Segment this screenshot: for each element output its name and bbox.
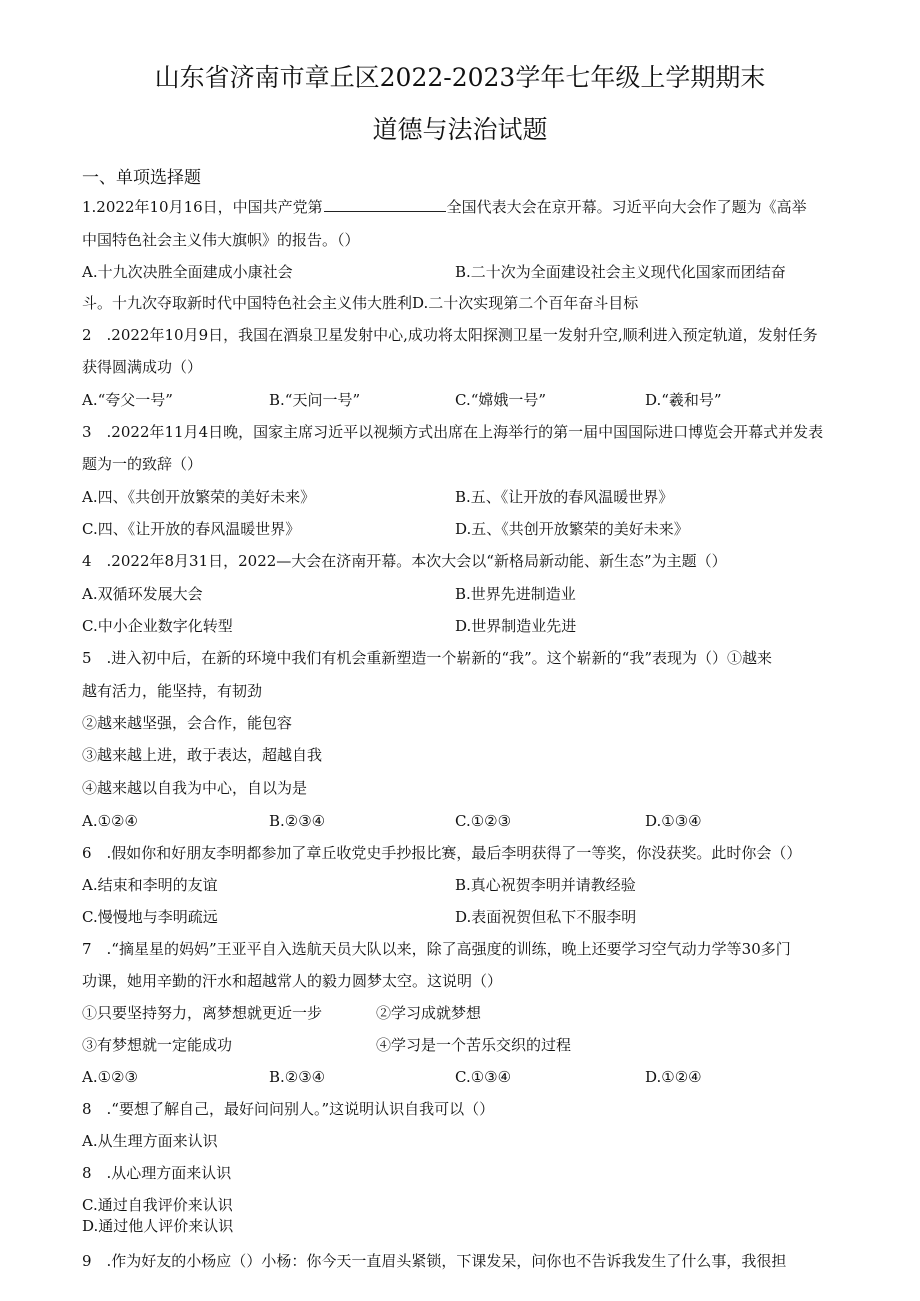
- question-4-option-c: C.中小企业数字化转型: [82, 617, 233, 635]
- section-title: 一、单项选择题: [82, 168, 201, 188]
- question-7-option-b: B.②③④: [269, 1068, 326, 1086]
- question-5-option-d: D.①③④: [645, 812, 702, 830]
- question-5-statement-2: ②越来越坚强，会合作，能包容: [82, 714, 293, 732]
- question-4-option-d: D.世界制造业先进: [455, 617, 577, 635]
- question-5-option-a: A.①②④: [82, 812, 138, 830]
- page-title-line2: 道德与法治试题: [372, 115, 548, 144]
- question-5-statement-4: ④越来越以自我为中心，自以为是: [82, 779, 308, 797]
- question-7-statement-1: ①只要坚持努力，离梦想就更近一步: [82, 1004, 323, 1022]
- question-2-line2: 获得圆满成功（）: [82, 358, 203, 376]
- question-8-line1: 8 .“要想了解自己，最好问问别人。”这说明认识自我可以（）: [82, 1100, 495, 1118]
- question-6-option-d: D.表面祝贺但私下不服李明: [455, 908, 637, 926]
- question-1-line4: 斗。十九次夺取新时代中国特色社会主义伟大胜利D.二十次实现第二个百年奋斗目标: [82, 294, 639, 312]
- question-1-option-b: B.二十次为全面建设社会主义现代化国家而团结奋: [455, 263, 786, 281]
- question-2-option-a: A.“夸父一号”: [82, 391, 173, 409]
- question-2-option-b: B.“天问一号”: [269, 391, 361, 409]
- question-8-option-d: D.通过他人评价来认识: [82, 1217, 234, 1235]
- question-8-option-b: 8 .从心理方面来认识: [82, 1164, 232, 1182]
- question-8-option-a: A.从生理方面来认识: [82, 1132, 218, 1150]
- question-2-option-d: D.“羲和号”: [645, 391, 722, 409]
- question-2-option-c: C.“嫦娥一号”: [455, 391, 547, 409]
- question-4-line1: 4 .2022年8月31日，2022—大会在济南开幕。本次大会以“新格局新动能、新生态”为主题（）: [82, 552, 727, 570]
- question-7-statement-3: ③有梦想就一定能成功: [82, 1036, 233, 1054]
- question-7-option-a: A.①②③: [82, 1068, 138, 1086]
- question-3-line2: 题为一的致辞（）: [82, 455, 203, 473]
- question-7-option-c: C.①③④: [455, 1068, 512, 1086]
- question-8-option-c: C.通过自我评价来认识: [82, 1196, 233, 1214]
- question-1-option-a: A.十九次决胜全面建成小康社会: [82, 263, 293, 281]
- question-3-line1: 3 .2022年11月4日晚，国家主席习近平以视频方式出席在上海举行的第一届中国国际进口博览会开幕式并发表: [82, 423, 824, 441]
- question-6-option-a: A.结束和李明的友谊: [82, 876, 218, 894]
- question-5-option-b: B.②③④: [269, 812, 326, 830]
- question-7-line1: 7 .“摘星星的妈妈”王亚平自入选航天员大队以来，除了高强度的训练，晚上还要学习空气动力学等30多门: [82, 940, 791, 958]
- answer-blank: [324, 197, 446, 212]
- question-3-option-c: C.四、《让开放的春风温暖世界》: [82, 520, 301, 538]
- question-9-line1: 9 .作为好友的小杨应（）小杨：你今天一直眉头紧锁，下课发呆，问你也不告诉我发生了什么事，我很担: [82, 1252, 787, 1270]
- question-1-line1: 1.2022年10月16日，中国共产党第 全国代表大会在京开幕。习近平向大会作了题为《高举: [82, 198, 807, 216]
- question-6-option-c: C.慢慢地与李明疏远: [82, 908, 218, 926]
- question-5-line1: 5 .进入初中后，在新的环境中我们有机会重新塑造一个崭新的“我”。这个崭新的“我”表现为（）①越来: [82, 649, 772, 667]
- question-7-line2: 功课，她用辛勤的汗水和超越常人的毅力圆梦太空。这说明（）: [82, 972, 503, 990]
- question-7-option-d: D.①②④: [645, 1068, 702, 1086]
- question-7-statement-2: ②学习成就梦想: [376, 1004, 482, 1022]
- question-4-option-b: B.世界先进制造业: [455, 585, 576, 603]
- question-2-line1: 2 .2022年10月9日，我国在酒泉卫星发射中心,成功将太阳探测卫星一发射升空,顺利进入预定轨道，发射任务: [82, 326, 818, 344]
- question-6-option-b: B.真心祝贺李明并请教经验: [455, 876, 636, 894]
- question-3-option-a: A.四、《共创开放繁荣的美好未来》: [82, 488, 316, 506]
- question-5-statement-3: ③越来越上进，敢于表达，超越自我: [82, 746, 323, 764]
- question-7-statement-4: ④学习是一个苦乐交织的过程: [376, 1036, 572, 1054]
- question-1-line2: 中国特色社会主义伟大旗帜》的报告。（）: [82, 231, 360, 249]
- question-3-option-d: D.五、《共创开放繁荣的美好未来》: [455, 520, 689, 538]
- page-title-line1: 山东省济南市章丘区2022-2023学年七年级上学期期末: [154, 63, 766, 92]
- question-6-line1: 6 .假如你和好朋友李明都参加了章丘收党史手抄报比赛，最后李明获得了一等奖，你没获奖。此时你会（）: [82, 844, 802, 862]
- question-5-line2: 越有活力，能坚持，有韧劲: [82, 682, 263, 700]
- question-4-option-a: A.双循环发展大会: [82, 585, 203, 603]
- question-5-option-c: C.①②③: [455, 812, 512, 830]
- question-3-option-b: B.五、《让开放的春风温暖世界》: [455, 488, 674, 506]
